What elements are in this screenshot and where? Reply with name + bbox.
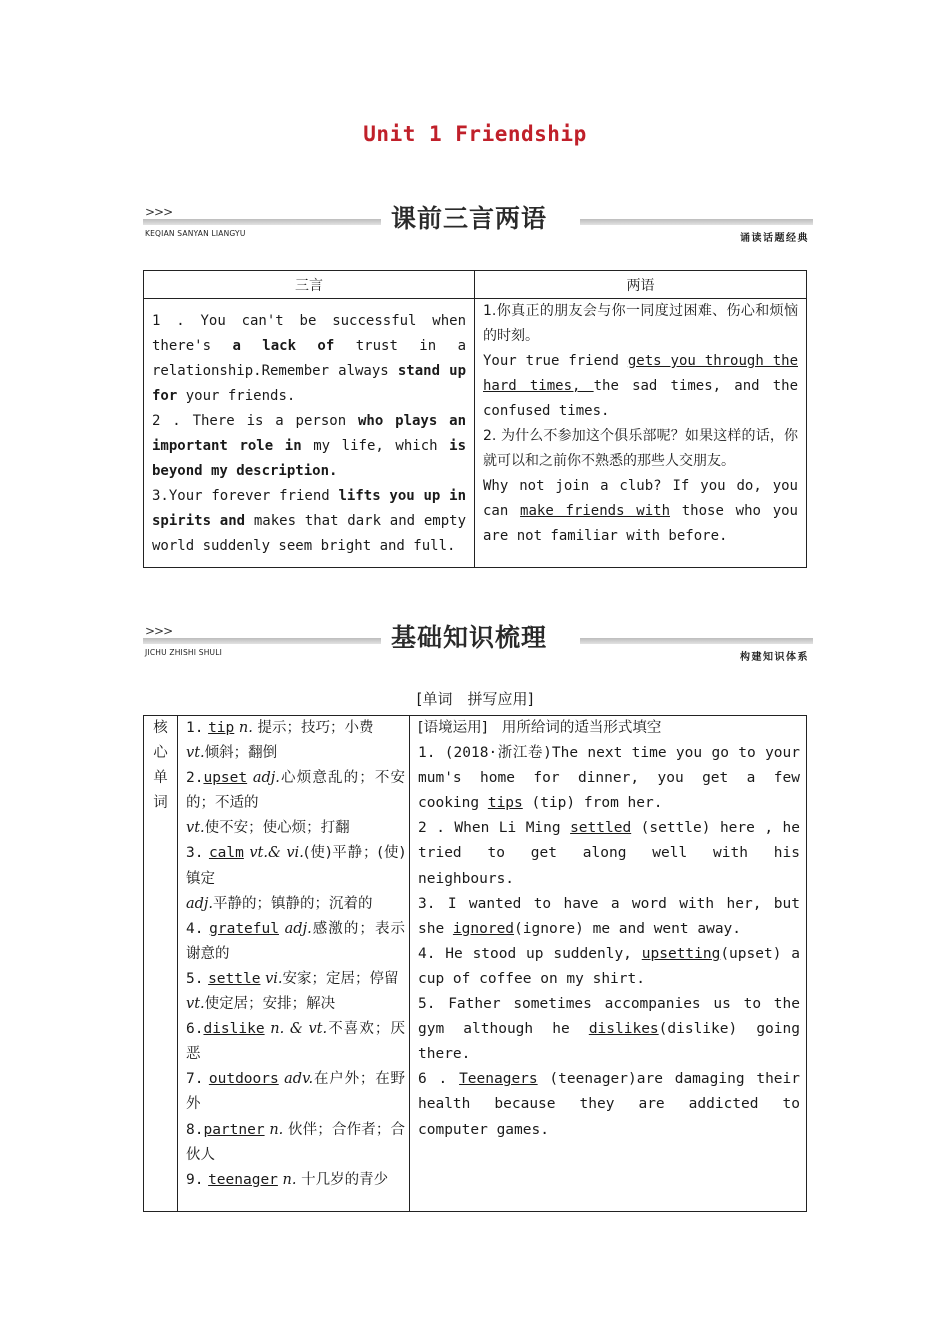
banner-subtitle: 诵读话题经典: [740, 233, 809, 244]
quotes-table: [143, 270, 807, 568]
vocab-item: 1. tip n. 提示；技巧；小费: [186, 720, 374, 736]
vocab-item: adj.平静的；镇静的；沉着的: [186, 895, 373, 912]
vocab-list: [178, 716, 410, 1212]
quote-2: 2 . There is a person who plays an important role in my life, which is beyond my description.: [152, 413, 466, 479]
vocab-item: 3. calm vt.& vi.(使)平静；(使)镇定: [186, 845, 405, 887]
vocab-side-label: 核 心 单 词: [144, 716, 178, 1212]
header-sanyan: 三言: [144, 271, 475, 299]
section-banner-keqian: [143, 205, 813, 247]
answer-blank: ignored: [452, 920, 515, 937]
vocab-item: vt.使定居；安排；解决: [186, 996, 336, 1013]
vocab-item: 9. teenager n. 十几岁的青少: [186, 1171, 389, 1188]
answer-blank: upsetting: [641, 945, 721, 962]
banner-divider-left: [143, 219, 381, 225]
banner-subtitle: 构建知识体系: [740, 652, 809, 663]
sayings-cell: [475, 299, 807, 568]
banner-heading: 课前三言两语: [391, 204, 548, 233]
vocab-item: 2.upset adj.心烦意乱的；不安的；不适的: [186, 770, 406, 812]
banner-heading: 基础知识梳理: [391, 623, 548, 652]
chevrons-icon: >>>: [145, 205, 173, 219]
exercise-item: 3. I wanted to have a word with her, but she ignored(ignore) me and went away.: [418, 895, 800, 937]
quotes-cell: [144, 299, 475, 568]
answer-blank: tips: [487, 795, 523, 812]
section-label: [单词 拼写应用]: [416, 690, 534, 708]
banner-pinyin: KEQIAN SANYAN LIANGYU: [145, 229, 246, 238]
header-liangyu: 两语: [475, 271, 807, 299]
vocab-item: 5. settle vi.安家；定居；停留: [186, 970, 399, 987]
vocab-table: [143, 715, 807, 1212]
vocab-item: 8.partner n. 伙伴；合作者；合伙人: [186, 1121, 406, 1163]
answer-blank: Teenagers: [459, 1071, 538, 1088]
exercise-title: [语境运用] 用所给词的适当形式填空: [418, 720, 662, 736]
vocab-item: vt.使不安；使心烦；打翻: [186, 820, 350, 837]
exercise-item: 2 . When Li Ming settled (settle) here , he tried to get along well with his neighbours.: [418, 820, 800, 887]
chevrons-icon: >>>: [145, 624, 173, 638]
banner-divider-right: [580, 638, 813, 644]
vocab-item: 4. grateful adj.感激的；表示谢意的: [186, 920, 406, 962]
banner-divider-right: [580, 219, 813, 225]
exercise-item: 6 . Teenagers (teenager)are damaging their health because they are addicted to computer games.: [418, 1071, 800, 1138]
answer-blank: dislikes: [588, 1021, 659, 1038]
saying-2-chinese: 2. 为什么不参加这个俱乐部呢？如果这样的话，你就可以和之前你不熟悉的那些人交朋友。: [483, 428, 798, 469]
exercise-item: 1. (2018·浙江卷)The next time you go to your mum's home for dinner, you get a few cooking tips (tip) from her.: [418, 745, 800, 812]
quote-3: 3.Your forever friend lifts you up in spirits and makes that dark and empty world suddenly seem bright and full.: [152, 488, 466, 554]
saying-1-english: Your true friend gets you through the hard times, the sad times, and the confused times.: [483, 353, 798, 419]
saying-2-english: Why not join a club? If you do, you can make friends with those who you are not familiar with before.: [483, 478, 798, 544]
vocab-item: 6.dislike n. & vt.不喜欢；厌恶: [186, 1021, 406, 1063]
vocab-item: vt.倾斜；翻倒: [186, 745, 278, 762]
banner-divider-left: [143, 638, 381, 644]
page-title: Unit 1 Friendship: [363, 122, 587, 146]
section-banner-jichu: [143, 624, 813, 666]
banner-pinyin: JICHU ZHISHI SHULI: [145, 648, 223, 657]
saying-1-chinese: 1.你真正的朋友会与你一同度过困难、伤心和烦恼的时刻。: [483, 303, 798, 344]
exercise-item: 5. Father sometimes accompanies us to the gym although he dislikes(dislike) going there.: [418, 996, 800, 1063]
exercise-item: 4. He stood up suddenly, upsetting(upset) a cup of coffee on my shirt.: [418, 945, 800, 987]
quote-1: 1 . You can't be successful when there's a lack of trust in a relationship.Remember always stand up for your friends.: [152, 313, 467, 404]
vocab-item: 7. outdoors adv.在户外；在野外: [186, 1071, 406, 1113]
exercise-cell: [410, 716, 807, 1212]
answer-blank: settled: [570, 820, 632, 837]
